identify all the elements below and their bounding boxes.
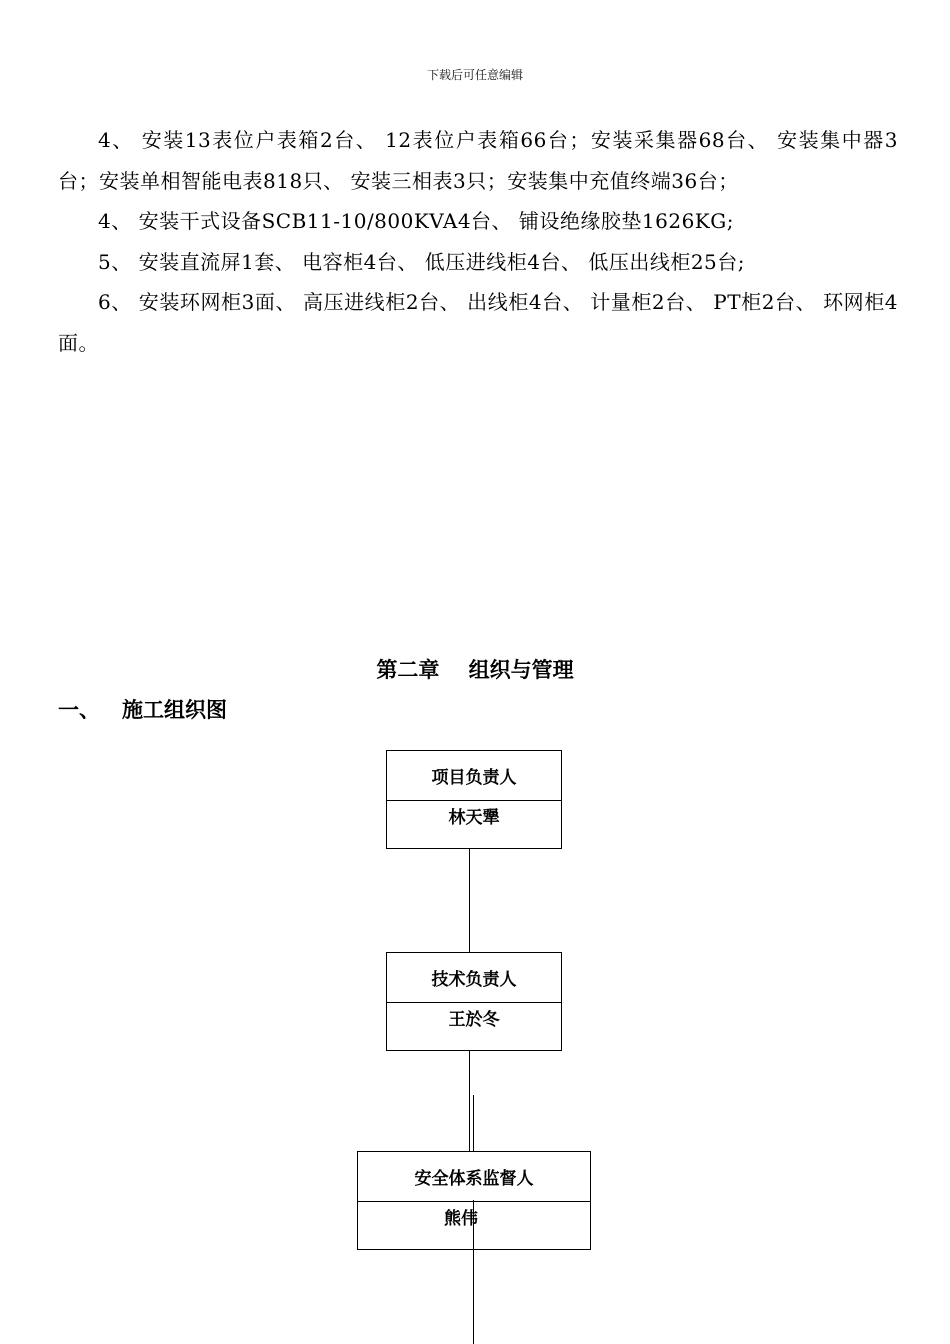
section-title: 施工组织图: [122, 698, 227, 722]
paragraph-install-ring-main: 6、 安装环网柜3面、 高压进线柜2台、 出线柜4台、 计量柜2台、 PT柜2台、 环网柜4面。: [58, 290, 898, 355]
connector-line: [473, 1200, 474, 1344]
org-role: 项目负责人: [387, 751, 561, 801]
body-text: [58, 120, 898, 363]
paragraph-install-transformer: 4、 安装干式设备SCB11-10/800KVA4台、 铺设绝缘胶垫1626KG;: [98, 209, 734, 233]
org-role: 安全体系监督人: [358, 1152, 590, 1202]
chapter-title: 第二章 组织与管理: [376, 658, 574, 682]
paragraph-install-cabinets: 5、 安装直流屏1套、 电容柜4台、 低压进线柜4台、 低压出线柜25台;: [98, 249, 746, 274]
connector-line: [469, 1051, 470, 1151]
section-number: 一、: [58, 698, 100, 722]
section-heading: [58, 694, 227, 724]
connector-line: [473, 1095, 474, 1151]
org-box-project-leader: [386, 750, 562, 849]
org-box-technical-leader: [386, 952, 562, 1051]
org-person: 王於冬: [448, 1010, 500, 1030]
org-person: 林天犟: [448, 808, 500, 828]
connector-line: [469, 849, 470, 952]
page-header-note: 下载后可任意编辑: [426, 68, 523, 82]
org-box-safety-supervisor: [357, 1151, 591, 1250]
paragraph-install-meters: 4、 安装13表位户表箱2台、 12表位户表箱66台；安装采集器68台、 安装集中器3台；安装单相智能电表818只、 安装三相表3只；安装集中充值终端36台；: [58, 128, 898, 193]
org-person: 熊伟: [444, 1209, 478, 1229]
org-role: 技术负责人: [387, 953, 561, 1003]
